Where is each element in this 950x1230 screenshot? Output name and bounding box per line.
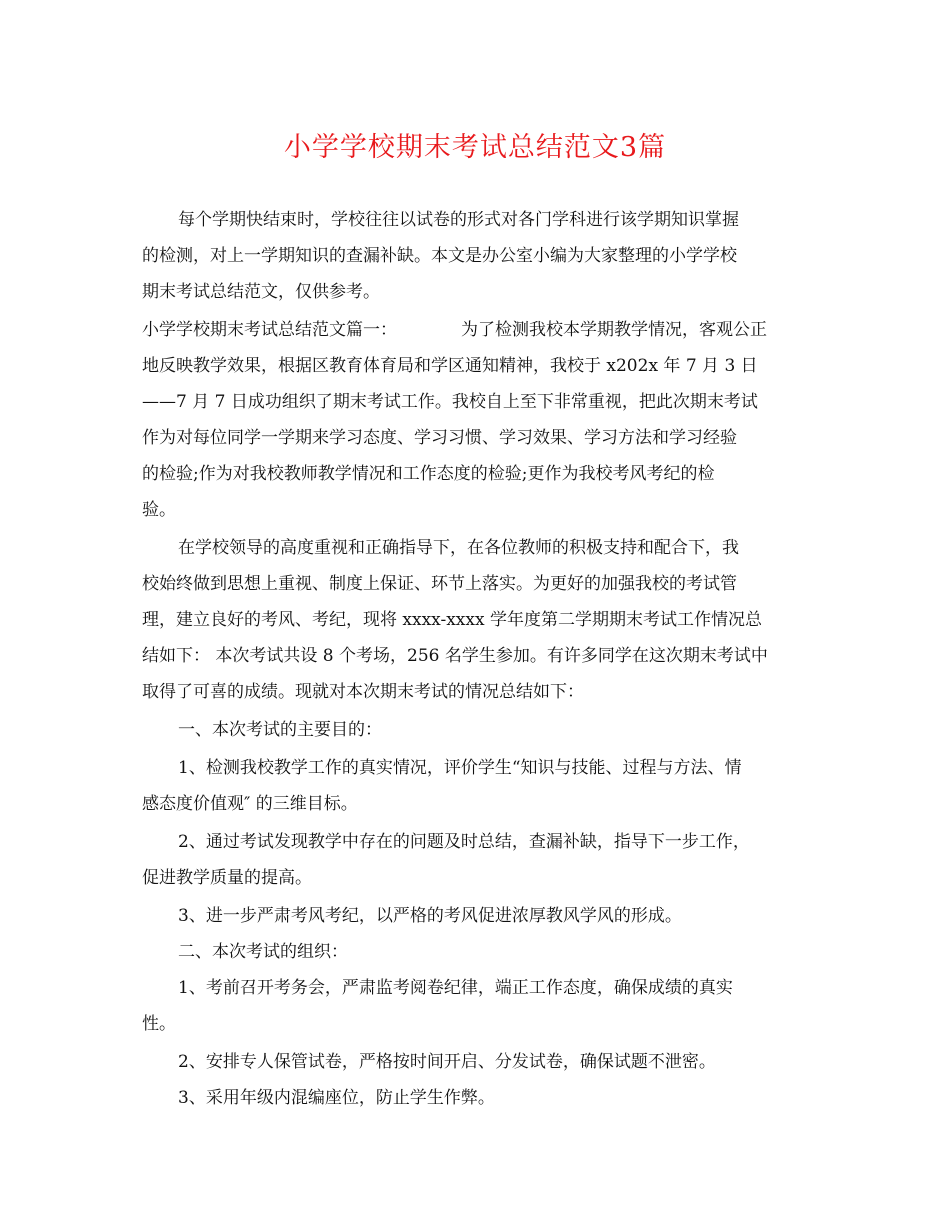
paragraph-line: 2、安排专人保管试卷，严格按时间开启、分发试卷，确保试题不泄密。 xyxy=(178,1052,716,1072)
paragraph-line: 结如下： 本次考试共设 8 个考场，256 名学生参加。有许多同学在这次期末考试中 xyxy=(142,646,768,666)
paragraph-line: 校始终做到思想上重视、制度上保证、环节上落实。为更好的加强我校的考试管 xyxy=(142,574,737,594)
paragraph-line: 验。 xyxy=(142,500,176,520)
section-heading: 小学学校期末考试总结范文篇一： xyxy=(142,320,397,340)
section-heading-line xyxy=(142,318,767,342)
paragraph-line: 的检验;作为对我校教师教学情况和工作态度的检验;更作为我校考风考纪的检 xyxy=(142,464,715,484)
paragraph-line: 性。 xyxy=(142,1014,176,1034)
paragraph-line: ——7 月 7 日成功组织了期末考试工作。我校自上至下非常重视，把此次期末考试 xyxy=(142,392,758,412)
paragraph-line: 期末考试总结范文，仅供参考。 xyxy=(142,282,380,302)
section-heading: 一、本次考试的主要目的： xyxy=(178,720,382,740)
paragraph-line: 作为对每位同学一学期来学习态度、学习习惯、学习效果、学习方法和学习经验 xyxy=(142,428,737,448)
paragraph-text: 为了检测我校本学期教学情况，客观公正 xyxy=(461,320,767,340)
paragraph-line: 感态度价值观″ 的三维目标。 xyxy=(142,794,358,814)
paragraph-line: 的检测，对上一学期知识的查漏补缺。本文是办公室小编为大家整理的小学学校 xyxy=(142,246,737,266)
paragraph-line: 3、采用年级内混编座位，防止学生作弊。 xyxy=(178,1088,495,1108)
section-heading: 二、本次考试的组织： xyxy=(178,942,348,962)
paragraph-line: 地反映教学效果，根据区教育体育局和学区通知精神，我校于 x202x 年 7 月 3 日 xyxy=(142,356,758,376)
paragraph-line: 促进教学质量的提高。 xyxy=(142,868,312,888)
paragraph-line: 每个学期快结束时，学校往往以试卷的形式对各门学科进行该学期知识掌握 xyxy=(178,210,739,230)
paragraph-line: 取得了可喜的成绩。现就对本次期末考试的情况总结如下： xyxy=(142,682,584,702)
paragraph-line: 在学校领导的高度重视和正确指导下，在各位教师的积极支持和配合下，我 xyxy=(178,538,739,558)
paragraph-line: 2、通过考试发现教学中存在的问题及时总结，查漏补缺，指导下一步工作， xyxy=(178,832,750,852)
page-title: 小学学校期末考试总结范文3篇 xyxy=(283,132,667,163)
paragraph-line: 3、进一步严肃考风考纪，以严格的考风促进浓厚教风学风的形成。 xyxy=(178,906,682,926)
paragraph-line: 1、考前召开考务会，严肃监考阅卷纪律，端正工作态度，确保成绩的真实 xyxy=(178,978,733,998)
paragraph-line: 理，建立良好的考风、考纪，现将 xxxx-xxxx 学年度第二学期期末考试工作情况总 xyxy=(142,610,762,630)
paragraph-line: 1、检测我校教学工作的真实情况，评价学生“知识与技能、过程与方法、情 xyxy=(178,758,742,778)
